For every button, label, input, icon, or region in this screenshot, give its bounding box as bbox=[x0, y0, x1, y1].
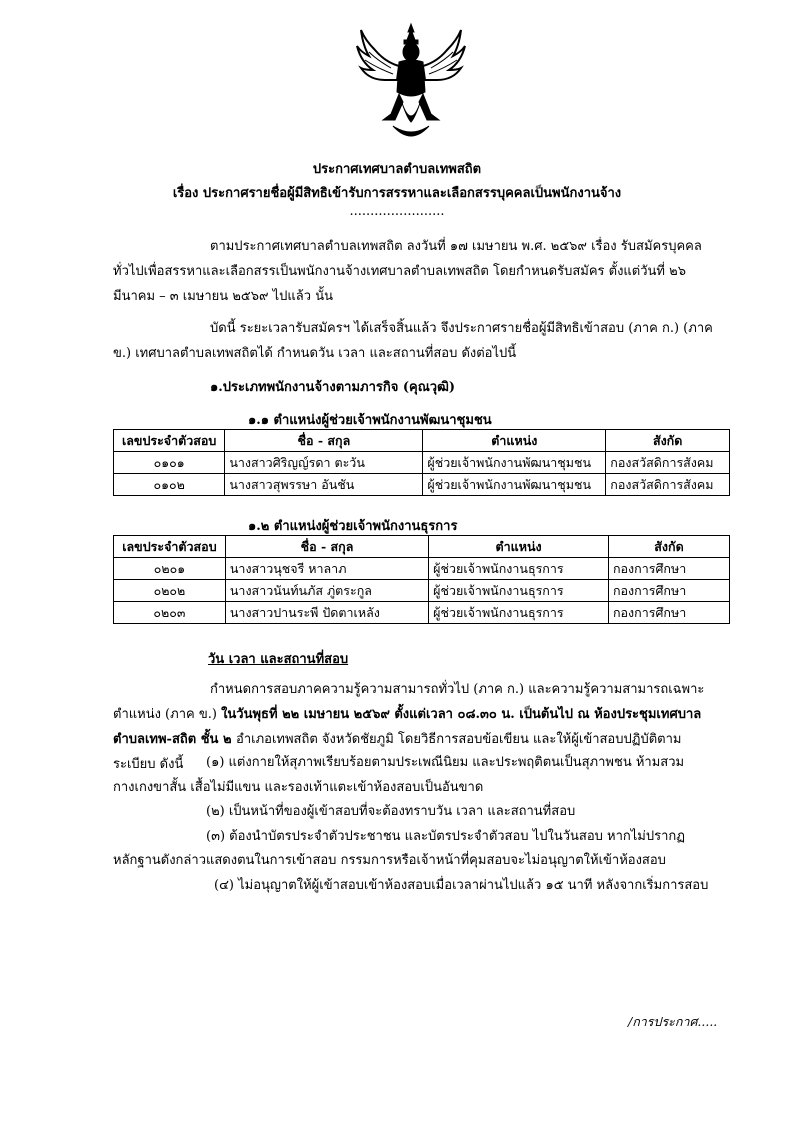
table-header-row bbox=[114, 430, 730, 452]
candidate-position: ผู้ช่วยเจ้าพนักงานพัฒนาชุมชน bbox=[423, 452, 606, 474]
candidate-position: ผู้ช่วยเจ้าพนักงานธุรการ bbox=[429, 580, 609, 602]
candidate-position: ผู้ช่วยเจ้าพนักงานพัฒนาชุมชน bbox=[423, 474, 606, 496]
announcement-title: ประกาศเทศบาลตำบลเทพสถิต bbox=[312, 162, 482, 177]
header-division: สังกัด bbox=[608, 536, 729, 558]
announcement-subject: เรื่อง ประกาศรายชื่อผู้มีสิทธิเข้ารับการสรรหาและเลือกสรรบุคคลเป็นพนักงานจ้าง bbox=[172, 186, 622, 201]
rule-1-continued: กางเกงขาสั้น เสื้อไม่มีแขน และรองเท้าแตะเข้าห้องสอบเป็นอันขาด bbox=[113, 780, 484, 795]
candidate-name: นางสาวศิริญญ์รดา ตะวัน bbox=[225, 452, 423, 474]
header-name: ชื่อ - สกุล bbox=[225, 536, 428, 558]
header-name: ชื่อ - สกุล bbox=[225, 430, 423, 452]
position-1-2-caption: ๑.๒ ตำแหน่งผู้ช่วยเจ้าพนักงานธุรการ bbox=[248, 519, 458, 534]
rule-2: (๒) เป็นหน้าที่ของผู้เข้าสอบที่จะต้องทราบวัน เวลา และสถานที่สอบ bbox=[206, 804, 576, 819]
exam-id: ๐๒๐๓ bbox=[114, 602, 226, 624]
venue-heading: วัน เวลา และสถานที่สอบ bbox=[208, 652, 349, 667]
position-1-1-caption: ๑.๑ ตำแหน่งผู้ช่วยเจ้าพนักงานพัฒนาชุมชน bbox=[248, 413, 492, 428]
candidate-position: ผู้ช่วยเจ้าพนักงานธุรการ bbox=[429, 602, 609, 624]
rule-4: (๔) ไม่อนุญาตให้ผู้เข้าสอบเข้าห้องสอบเมื่อเวลาผ่านไปแล้ว ๑๕ นาที หลังจากเริ่มการสอบ bbox=[214, 878, 709, 893]
exam-id: ๐๒๐๒ bbox=[114, 580, 226, 602]
rule-1: (๑) แต่งกายให้สุภาพเรียบร้อยตามประเพณีนิยม และประพฤติตนเป็นสุภาพชน ห้ามสวม bbox=[206, 755, 685, 770]
garuda-emblem-icon bbox=[355, 22, 467, 146]
candidate-position: ผู้ช่วยเจ้าพนักงานธุรการ bbox=[429, 558, 609, 580]
venue-text-rest: อำเภอเทพสถิต จังหวัดชัยภูมิ โดยวิธีการสอบข้อเขียน และให้ผู้เข้าสอบปฏิบัติตามระเบียบ ดังนี้ bbox=[113, 732, 682, 772]
table-row bbox=[114, 580, 730, 602]
candidate-division: กองการศึกษา bbox=[608, 580, 729, 602]
table-row bbox=[114, 474, 730, 496]
venue-text-intro: กำหนดการสอบภาคความรู้ความสามารถทั่วไป (ภาค ก.) และความรู้ความสามารถเฉพาะตำแหน่ง (ภาค ข.) bbox=[113, 682, 705, 722]
exam-id: ๐๑๐๒ bbox=[114, 474, 225, 496]
candidate-division: กองการศึกษา bbox=[608, 602, 729, 624]
candidate-division: กองสวัสดิการสังคม bbox=[606, 452, 730, 474]
header-division: สังกัด bbox=[606, 430, 730, 452]
continuation-marker: /การประกาศ..... bbox=[628, 1014, 718, 1029]
intro-paragraph-1: ตามประกาศเทศบาลตำบลเทพสถิต ลงวันที่ ๑๗ เมษายน พ.ศ. ๒๕๖๙ เรื่อง รับสมัครบุคคลทั่วไปเพื่อสรรหาและเลือกสรรเป็นพนักงานจ้างเทศบาลตำบลเทพสถิต โดยกำหนดรับสมัคร ตั้งแต่วันที่ ๒๖ มีนาคม – ๓ เมษายน ๒๕๖๙ ไปแล้ว นั้น bbox=[113, 239, 702, 304]
exam-id: ๐๑๐๑ bbox=[114, 452, 225, 474]
header-exam-id: เลขประจำตัวสอบ bbox=[114, 430, 225, 452]
table-row bbox=[114, 558, 730, 580]
table-row bbox=[114, 602, 730, 624]
candidate-name: นางสาวปานระพี ปัดตาเหลัง bbox=[225, 602, 428, 624]
exam-id: ๐๒๐๑ bbox=[114, 558, 226, 580]
candidate-name: นางสาวสุพรรษา อันชัน bbox=[225, 474, 423, 496]
candidate-name: นางสาวนันท์นภัส ภู่ตระกูล bbox=[225, 580, 428, 602]
rule-3: (๓) ต้องนำบัตรประจำตัวประชาชน และบัตรประจำตัวสอบ ไปในวันสอบ หากไม่ปรากฏ bbox=[206, 829, 686, 844]
header-position: ตำแหน่ง bbox=[423, 430, 606, 452]
header-exam-id: เลขประจำตัวสอบ bbox=[114, 536, 226, 558]
candidate-division: กองการศึกษา bbox=[608, 558, 729, 580]
candidates-table-1-1 bbox=[113, 429, 730, 496]
candidates-table-1-2 bbox=[113, 535, 730, 624]
header-position: ตำแหน่ง bbox=[429, 536, 609, 558]
candidate-division: กองสวัสดิการสังคม bbox=[606, 474, 730, 496]
title-divider: ....................... bbox=[349, 204, 445, 219]
rule-3-continued: หลักฐานดังกล่าวแสดงตนในการเข้าสอบ กรรมการหรือเจ้าหน้าที่คุมสอบจะไม่อนุญาตให้เข้าห้องสอบ bbox=[113, 853, 666, 868]
venue-date-time-place: ในวันพุธที่ ๒๒ เมษายน ๒๕๖๙ ตั้งแต่เวลา ๐๘.๓๐ น. เป็นต้นไป ณ ห้องประชุมเทศบาลตำบลเทพ-สถิต ชั้น ๒ bbox=[113, 707, 702, 747]
table-header-row bbox=[114, 536, 730, 558]
candidate-name: นางสาวนุชจรี หาลาภ bbox=[225, 558, 428, 580]
table-row bbox=[114, 452, 730, 474]
intro-paragraph-2: บัดนี้ ระยะเวลารับสมัครฯ ได้เสร็จสิ้นแล้ว จึงประกาศรายชื่อผู้มีสิทธิเข้าสอบ (ภาค ก.) (ภาค ข.) เทศบาลตำบลเทพสถิตได้ กำหนดวัน เวลา และสถานที่สอบ ดังต่อไปนี้ bbox=[113, 321, 713, 361]
section-1-heading: ๑.ประเภทพนักงานจ้างตามภารกิจ (คุณวุฒิ) bbox=[210, 380, 455, 395]
